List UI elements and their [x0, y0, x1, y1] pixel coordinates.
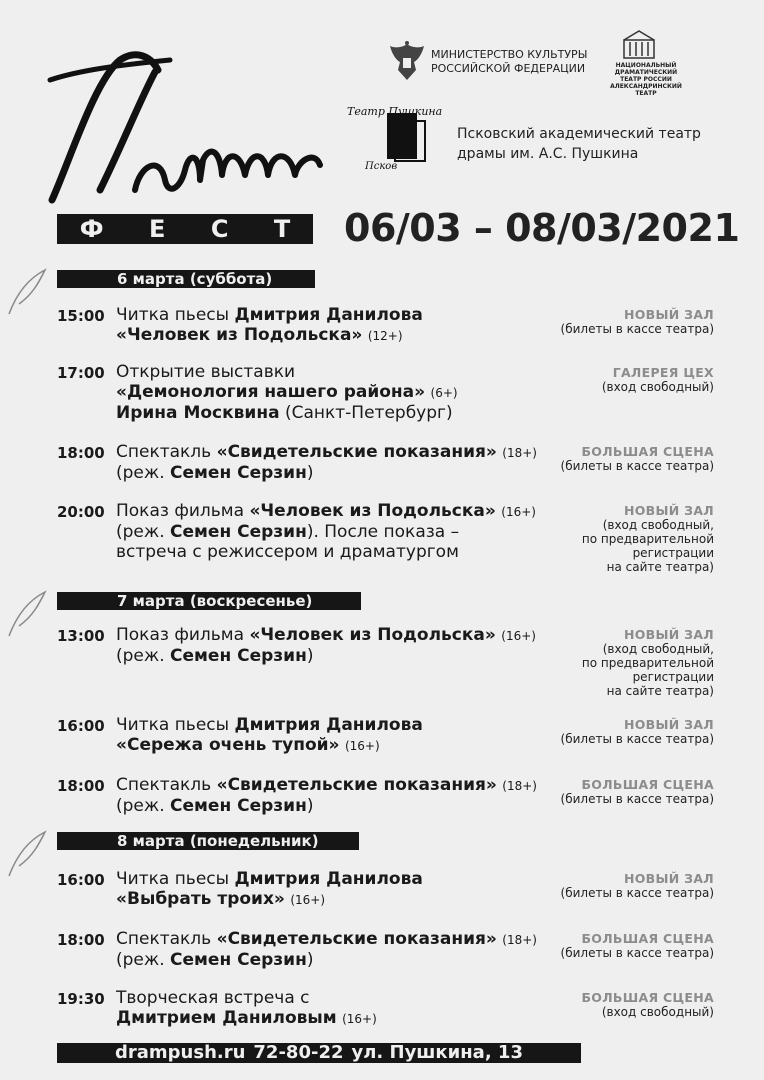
venue-name: НОВЫЙ ЗАЛ	[623, 871, 714, 886]
venue-note: регистрации	[632, 546, 714, 560]
venue-note: регистрации	[632, 670, 714, 684]
age-rating: (16+)	[344, 739, 380, 753]
event-type: Читка пьесы	[116, 869, 230, 889]
director-prefix: (реж.	[116, 522, 165, 542]
feather-icon	[5, 830, 49, 880]
age-rating: (16+)	[342, 1012, 377, 1026]
event-time: 17:00	[57, 364, 105, 382]
play-title: «Свидетельские показания»	[216, 929, 497, 949]
event-description	[116, 715, 561, 756]
event-time: 18:00	[57, 444, 105, 462]
day-header: 6 марта (суббота)	[57, 270, 315, 288]
event-time: 16:00	[57, 717, 105, 735]
author-name: Дмитрия Данилова	[234, 305, 423, 325]
event-type: Показ фильма	[116, 501, 245, 521]
event-type: Творческая встреча с	[116, 988, 310, 1008]
event-description	[116, 305, 561, 346]
national-line-1: НАЦИОНАЛЬНЫЙ	[615, 62, 677, 69]
event-type: Читка пьесы	[116, 715, 230, 735]
director-suffix: )	[306, 646, 314, 666]
national-theatre-label	[606, 62, 686, 97]
phone-number: 72-80-22	[253, 1042, 344, 1063]
author-name: Дмитрия Данилова	[234, 715, 423, 735]
director-name: Семен Серзин	[170, 646, 307, 666]
director-suffix: )	[306, 522, 314, 542]
venue-note: (билеты в кассе театра)	[560, 732, 714, 746]
ministry-line-1: МИНИСТЕРСТВО КУЛЬТУРЫ	[431, 48, 588, 61]
website-link[interactable]: drampush.ru	[115, 1042, 246, 1063]
footer-bar	[57, 1043, 581, 1063]
event-type: Показ фильма	[116, 625, 245, 645]
feather-icon	[5, 590, 49, 640]
director-suffix: )	[306, 950, 314, 970]
feather-icon	[5, 268, 49, 318]
meeting-text: встреча с режиссером и драматургом	[116, 542, 459, 562]
day-header: 8 марта (понедельник)	[57, 832, 359, 850]
venue-note: на сайте театра)	[606, 560, 714, 574]
event-venue	[514, 504, 714, 574]
alexandrinsky-theatre-icon	[620, 28, 658, 60]
theatre-logo-script-bottom: Псков	[365, 161, 398, 172]
event-time: 20:00	[57, 503, 105, 521]
venue-note: (билеты в кассе театра)	[560, 886, 714, 900]
exhibition-title: «Демонология нашего района»	[116, 382, 426, 402]
venue-note: (билеты в кассе театра)	[560, 322, 714, 336]
age-rating: (6+)	[430, 386, 458, 400]
venue-name: НОВЫЙ ЗАЛ	[623, 307, 714, 322]
play-title: «Человек из Подольска»	[116, 325, 363, 345]
day-header: 7 марта (воскресенье)	[57, 592, 361, 610]
director-name: Семен Серзин	[170, 796, 307, 816]
event-description	[116, 988, 561, 1029]
film-title: «Человек из Подольска»	[249, 625, 496, 645]
director-name: Семен Серзин	[170, 950, 307, 970]
age-rating: (18+)	[502, 779, 537, 793]
fest-bar	[57, 214, 313, 244]
age-rating: (18+)	[502, 933, 537, 947]
age-rating: (16+)	[290, 893, 325, 907]
ministry-of-culture-label	[431, 48, 591, 76]
play-title: «Выбрать троих»	[116, 889, 285, 909]
event-time: 18:00	[57, 931, 105, 949]
theatre-name-line-1: Псковский академический театр	[457, 126, 701, 142]
event-venue	[514, 308, 714, 336]
director-prefix: (реж.	[116, 950, 165, 970]
theatre-logo-script-top: Театр Пушкина	[347, 105, 443, 118]
director-prefix: (реж.	[116, 463, 165, 483]
director-name: Семен Серзин	[170, 522, 307, 542]
venue-name: НОВЫЙ ЗАЛ	[623, 627, 714, 642]
venue-note: (билеты в кассе театра)	[560, 459, 714, 473]
event-venue	[514, 718, 714, 746]
event-type: Спектакль	[116, 929, 212, 949]
danilov-script-logo	[40, 40, 325, 220]
artist-name: Ирина Москвина	[116, 403, 280, 423]
author-name: Дмитрия Данилова	[234, 869, 423, 889]
venue-name: БОЛЬШАЯ СЦЕНА	[581, 444, 714, 459]
event-type: Открытие выставки	[116, 362, 296, 382]
event-venue	[514, 366, 714, 394]
event-description	[116, 625, 561, 666]
event-venue	[514, 872, 714, 900]
event-venue	[514, 991, 714, 1019]
fest-letter: Т	[273, 215, 291, 243]
play-title: «Сережа очень тупой»	[116, 735, 340, 755]
event-venue	[514, 628, 714, 698]
event-description	[116, 775, 561, 816]
event-type: Спектакль	[116, 775, 212, 795]
age-rating: (12+)	[367, 329, 403, 343]
event-description	[116, 869, 561, 910]
venue-name: БОЛЬШАЯ СЦЕНА	[581, 931, 714, 946]
age-rating: (18+)	[502, 446, 537, 460]
event-time: 16:00	[57, 871, 105, 889]
festival-dates: 06/03 – 08/03/2021	[344, 206, 740, 250]
venue-name: БОЛЬШАЯ СЦЕНА	[581, 990, 714, 1005]
after-show-text: . После показа –	[313, 522, 460, 542]
event-time: 13:00	[57, 627, 105, 645]
venue-name: НОВЫЙ ЗАЛ	[623, 503, 714, 518]
venue-name: НОВЫЙ ЗАЛ	[623, 717, 714, 732]
director-name: Семен Серзин	[170, 463, 307, 483]
fest-letter: С	[210, 215, 229, 243]
event-venue	[514, 445, 714, 473]
age-rating: (16+)	[501, 629, 536, 643]
venue-note: (вход свободный,	[602, 518, 714, 532]
event-description	[116, 929, 561, 970]
event-time: 19:30	[57, 990, 105, 1008]
director-prefix: (реж.	[116, 646, 165, 666]
national-line-3: АЛЕКСАНДРИНСКИЙ ТЕАТР	[610, 83, 682, 97]
event-type: Читка пьесы	[116, 305, 230, 325]
venue-note: на сайте театра)	[606, 684, 714, 698]
fest-letter: Е	[148, 215, 166, 243]
event-venue	[514, 778, 714, 806]
theatre-name-line-2: драмы им. А.С. Пушкина	[457, 146, 639, 162]
play-title: «Свидетельские показания»	[216, 775, 497, 795]
fest-letter: Ф	[79, 215, 104, 243]
venue-note: (вход свободный)	[601, 1005, 714, 1019]
director-prefix: (реж.	[116, 796, 165, 816]
event-venue	[514, 932, 714, 960]
venue-note: (билеты в кассе театра)	[560, 792, 714, 806]
venue-note: (билеты в кассе театра)	[560, 946, 714, 960]
venue-name: ГАЛЕРЕЯ ЦЕХ	[612, 365, 714, 380]
age-rating: (16+)	[501, 505, 536, 519]
ministry-line-2: РОССИЙСКОЙ ФЕДЕРАЦИИ	[431, 62, 586, 75]
event-description	[116, 501, 561, 562]
event-time: 18:00	[57, 777, 105, 795]
film-title: «Человек из Подольска»	[249, 501, 496, 521]
event-type: Спектакль	[116, 442, 212, 462]
event-description	[116, 442, 561, 483]
venue-note: по предварительной	[581, 532, 714, 546]
artist-city: (Санкт-Петербург)	[284, 403, 453, 423]
pushkin-theatre-logo	[345, 95, 450, 175]
venue-note: (вход свободный)	[601, 380, 714, 394]
venue-note: (вход свободный,	[602, 642, 714, 656]
director-suffix: )	[306, 796, 314, 816]
event-description	[116, 362, 561, 423]
play-title: «Свидетельские показания»	[216, 442, 497, 462]
national-line-2: ДРАМАТИЧЕСКИЙ ТЕАТР РОССИИ	[614, 69, 678, 83]
theatre-name	[457, 124, 717, 164]
event-time: 15:00	[57, 307, 105, 325]
venue-name: БОЛЬШАЯ СЦЕНА	[581, 777, 714, 792]
director-suffix: )	[306, 463, 314, 483]
author-name: Дмитрием Даниловым	[116, 1008, 337, 1028]
address: ул. Пушкина, 13	[351, 1042, 523, 1063]
venue-note: по предварительной	[581, 656, 714, 670]
russian-eagle-emblem-icon	[388, 40, 426, 84]
